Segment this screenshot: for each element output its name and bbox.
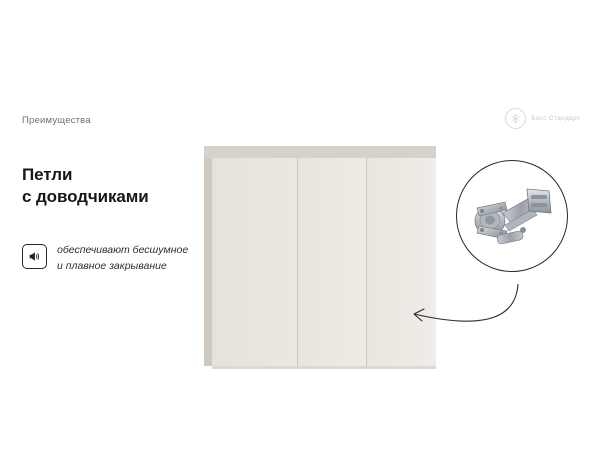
wardrobe-door-2 [297, 158, 365, 366]
wardrobe-top-panel [204, 146, 436, 158]
wardrobe-illustration [204, 146, 436, 366]
page-title [22, 164, 149, 208]
wardrobe-door-3 [366, 158, 436, 366]
soft-close-hinge-icon [457, 161, 567, 271]
wardrobe-doors [212, 158, 436, 366]
speaker-quiet-icon [22, 244, 47, 269]
wardrobe-base-shadow [212, 366, 436, 369]
section-eyebrow: Преимущества [22, 115, 91, 126]
snowflake-logo-icon [505, 108, 526, 129]
wardrobe-door-1 [212, 158, 297, 366]
page-title-line-2: с доводчиками [22, 186, 149, 206]
brand-lockup [505, 108, 580, 129]
brand-name: Босс Стандарт [531, 115, 580, 122]
feature-bullet [22, 243, 192, 275]
hinge-closeup-callout [456, 160, 568, 272]
wardrobe-side-panel [204, 158, 212, 366]
page-title-line-1: Петли [22, 165, 73, 184]
feature-description: обеспечивают бесшумное и плавное закрывание [57, 244, 189, 272]
